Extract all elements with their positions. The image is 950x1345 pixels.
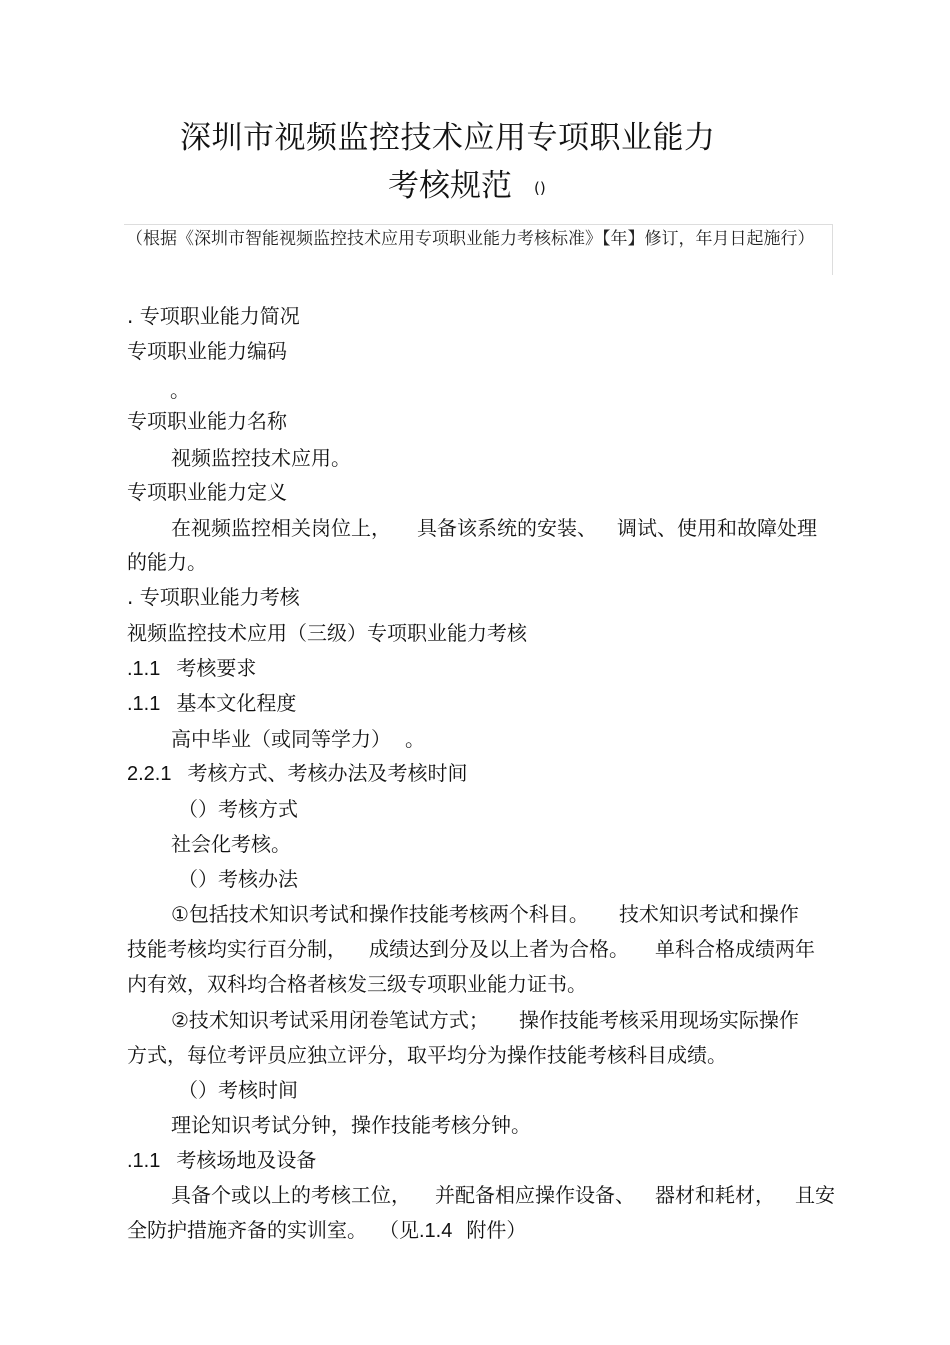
site-part-a: 具备个或以上的考核工位，: [171, 1183, 411, 1207]
definition-paragraph-line1: [171, 514, 817, 542]
site-part-g: 附件）: [466, 1218, 527, 1242]
requirements-number: .1.1: [127, 658, 161, 680]
site-number: .1.1: [127, 1150, 161, 1172]
approach-label: （）考核办法: [178, 867, 298, 891]
requirements-label: 考核要求: [176, 656, 257, 680]
education-number: .1.1: [127, 693, 161, 715]
document-title-suffix: (): [534, 178, 546, 197]
approach-paragraph2-line1: [171, 1006, 799, 1034]
site-part-f: （见: [379, 1218, 419, 1242]
education-label: 基本文化程度: [176, 691, 297, 715]
name-label: 专项职业能力名称: [127, 409, 287, 433]
document-title-line1: 深圳市视频监控技术应用专项职业能力: [180, 120, 716, 156]
education-value: [171, 725, 425, 753]
site-part-c: 器材和耗材，: [655, 1183, 775, 1207]
site-part-b: 并配备相应操作设备、: [435, 1183, 635, 1207]
approach-paragraph1-line3: 内有效，双科均合格者核发三级专项职业能力证书。: [127, 972, 587, 996]
section-2-subheading: 视频监控技术应用（三级）专项职业能力考核: [127, 621, 527, 645]
code-label: 专项职业能力编码: [127, 339, 287, 363]
time-label: （）考核时间: [178, 1078, 298, 1102]
approach-p1-part-d: 成绩达到分及以上者为合格。: [369, 937, 629, 961]
section-2-heading: . 专项职业能力考核: [127, 585, 300, 609]
education-end-mark: 。: [405, 727, 425, 751]
education-heading: [127, 689, 296, 718]
approach-p1-part-c: 技能考核均实行百分制，: [127, 937, 347, 961]
site-part-d: 且安: [795, 1183, 835, 1207]
site-paragraph-line1: [171, 1181, 835, 1209]
approach-p2-part-a: ②技术知识考试采用闭卷笔试方式；: [171, 1008, 489, 1032]
definition-paragraph-line2: 的能力。: [127, 550, 207, 574]
approach-p1-part-b: 技术知识考试和操作: [618, 902, 799, 926]
definition-label: 专项职业能力定义: [127, 480, 287, 504]
revision-note: （根据《深圳市智能视频监控技术应用专项职业能力考核标准》【年】修订，年月日起施行）: [126, 229, 815, 249]
way-value: 社会化考核。: [171, 832, 291, 856]
time-value: 理论知识考试分钟，操作技能考核分钟。: [171, 1113, 531, 1137]
document-title-text: 考核规范: [388, 168, 512, 204]
site-heading: [127, 1146, 316, 1175]
method-number: 2.2.1: [127, 763, 172, 785]
site-label: 考核场地及设备: [176, 1148, 317, 1172]
education-text: 高中毕业（或同等学力）: [171, 727, 391, 751]
document-title-line2: [388, 160, 546, 205]
site-paragraph-line2: [127, 1216, 526, 1245]
approach-paragraph1-line1: [171, 900, 799, 928]
site-part-e: 全防护措施齐备的实训室。: [127, 1218, 367, 1242]
site-ref-number: .1.4: [419, 1220, 453, 1242]
definition-part-a: 在视频监控相关岗位上，: [171, 516, 391, 540]
requirements-heading: [127, 654, 256, 683]
approach-p1-part-a: ①包括技术知识考试和操作技能考核两个科目。: [171, 902, 589, 926]
code-value: 。: [170, 378, 190, 402]
definition-part-c: 调试、使用和故障处理: [617, 516, 817, 540]
approach-paragraph1-line2: [127, 935, 815, 963]
approach-paragraph2-line2: 方式，每位考评员应独立评分，取平均分为操作技能考核科目成绩。: [127, 1043, 727, 1067]
approach-p2-part-b: 操作技能考核采用现场实际操作: [518, 1008, 799, 1032]
name-value: 视频监控技术应用。: [171, 446, 351, 470]
way-label: （）考核方式: [178, 797, 298, 821]
definition-part-b: 具备该系统的安装、: [417, 516, 597, 540]
method-heading: [127, 759, 467, 788]
approach-p1-part-e: 单科合格成绩两年: [655, 937, 815, 961]
section-1-heading: . 专项职业能力简况: [127, 304, 300, 328]
method-label: 考核方式、考核办法及考核时间: [187, 761, 468, 785]
